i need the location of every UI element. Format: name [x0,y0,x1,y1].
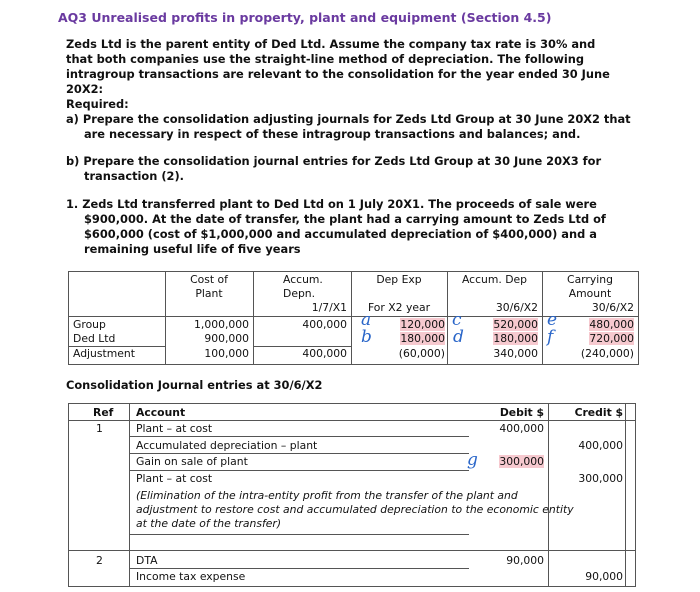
hand-letter-c: c [452,310,462,330]
header-debit: Debit $ [499,406,544,419]
entry-1-ref: 1 [96,422,103,435]
entry-1-account: Plant – at cost [136,422,213,435]
group-carrying: 480,000 [589,318,634,331]
ded-accumdep: 180,000 [493,332,538,345]
ded-depexp: 180,000 [400,332,445,345]
header-ref: Ref [93,406,114,419]
group-cost: 1,000,000 [194,318,249,331]
group-accumdep: 520,000 [493,318,538,331]
entry-5-account: DTA [136,554,158,567]
hand-letter-a: a [361,310,372,330]
group-depexp: 120,000 [400,318,445,331]
intro-paragraph [66,37,646,142]
requirement-a: a) Prepare the consolidation adjusting journals for Zeds Ltd Group at 30 June 20X2 that are necessary in respect of these intragroup transactions and balances; and. [66,112,631,141]
intro-line: intragroup transactions are relevant to the consolidation for the year ended 30 June [66,67,610,81]
entry-2-credit: 400,000 [578,439,623,452]
group-accum: 400,000 [302,318,347,331]
depreciation-table [68,271,639,365]
intro-line: that both companies use the straight-line method of depreciation. The following [66,52,585,66]
page-title: AQ3 Unrealised profits in property, plant and equipment (Section 4.5) [58,10,552,25]
entry-6-credit: 90,000 [585,570,623,583]
entry-5-debit: 90,000 [506,554,544,567]
header-accum-depn: Accum. Depn. 1/7/X1 [283,273,347,314]
intro-line: Zeds Ltd is the parent entity of Ded Ltd. Assume the company tax rate is 30% and [66,37,596,51]
entry-4-credit: 300,000 [578,472,623,485]
narration: (Elimination of the intra-entity profit from the transfer of the plant and adjustment to restore cost and accumulated depreciation to the economic entity at the date of the transfer) [136,489,574,530]
header-credit: Credit $ [574,406,623,419]
journal-table [68,403,636,587]
hand-letter-b: b [361,327,372,347]
adj-accum: 400,000 [302,347,347,360]
entry-5-ref: 2 [96,554,103,567]
requirement-b: b) Prepare the consolidation journal entries for Zeds Ltd Group at 30 June 20X3 for transaction (2). [66,154,602,183]
ded-carrying: 720,000 [589,332,634,345]
entry-2-account: Accumulated depreciation – plant [136,439,318,452]
required-label: Required: [66,97,129,111]
entry-1-debit: 400,000 [499,422,544,435]
entry-4-account: Plant – at cost [136,472,213,485]
row-label-ded: Ded Ltd [73,332,116,345]
adj-depexp: (60,000) [398,347,445,360]
hand-letter-d: d [453,327,464,347]
hand-letter-g: g [467,450,478,470]
header-accum-dep: Accum. Dep 30/6/X2 [461,273,538,314]
header-cost: Cost of Plant [190,273,228,300]
row-label-adjustment: Adjustment [73,347,135,360]
adj-accumdep: 340,000 [493,347,538,360]
journal-heading: Consolidation Journal entries at 30/6/X2 [66,378,323,392]
item-1-text: 1. Zeds Ltd transferred plant to Ded Ltd on 1 July 20X1. The proceeds of sale were $900,000. At the date of transfer, the plant had a carrying amount to Zeds Ltd of $600,000 (cost of $1,000,000 and accumulated depreciation of $400,000) and a remaining useful life of five years [66,197,606,256]
adj-carrying: (240,000) [580,347,634,360]
ded-cost: 900,000 [204,332,249,345]
hand-letter-e: e [547,310,558,330]
entry-3-account: Gain on sale of plant [136,455,248,468]
header-dep-exp: Dep Exp For X2 year [367,273,431,314]
adj-cost: 100,000 [204,347,249,360]
intro-line: 20X2: [66,82,104,96]
entry-3-debit: 300,000 [499,455,544,468]
hand-letter-f: f [547,327,554,347]
entry-6-account: Income tax expense [136,570,246,583]
header-account: Account [136,406,186,419]
header-carrying: Carrying Amount 30/6/X2 [567,273,634,314]
row-label-group: Group [73,318,106,331]
